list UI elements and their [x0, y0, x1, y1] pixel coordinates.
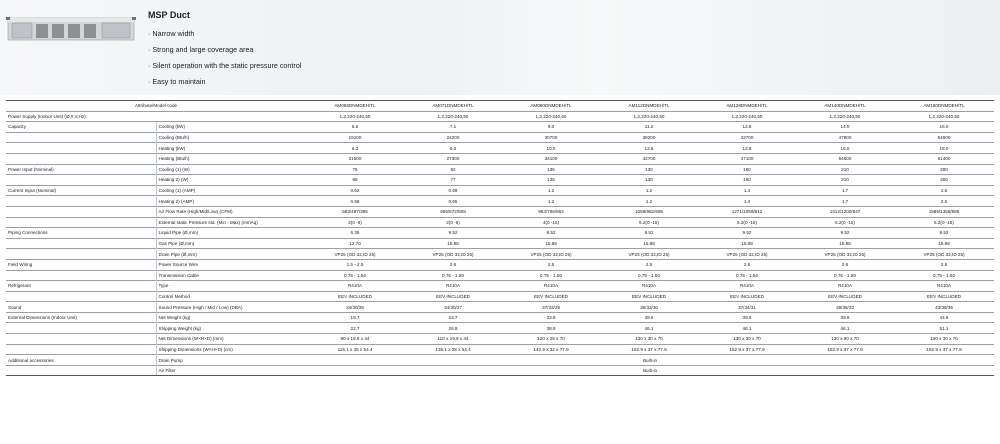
value-cell: 16.0 — [894, 122, 994, 133]
row-attribute: Drain Pipe (Ø,mm) — [156, 249, 306, 260]
value-cell: 82 — [404, 164, 502, 175]
feature-item: · Strong and large coverage area — [148, 45, 254, 54]
value-cell: 135 — [502, 164, 600, 175]
value-cell: 43700 — [698, 132, 796, 143]
row-category: Current Input (Nominal) — [6, 185, 156, 196]
value-cell: 14.0 — [796, 122, 894, 133]
row-category — [6, 249, 156, 260]
value-cell: 300 — [894, 164, 994, 175]
value-cell: EEV INCLUDED — [404, 291, 502, 302]
value-cell: EEV INCLUDED — [306, 291, 404, 302]
value-cell: Built-in — [306, 355, 994, 366]
value-cell: EEV INCLUDED — [796, 291, 894, 302]
value-cell: 300 — [894, 175, 994, 186]
value-cell: 1.2 — [600, 196, 698, 207]
row-category — [6, 323, 156, 334]
table-row — [6, 217, 994, 228]
value-cell: 1,2,220-240,50 — [796, 111, 894, 122]
duct-unit-image — [6, 14, 136, 44]
value-cell: 2.5 — [600, 259, 698, 270]
value-cell: 1.4 — [698, 196, 796, 207]
table-row — [6, 270, 994, 281]
value-cell: 15.88 — [502, 238, 600, 249]
value-cell: 1.7 — [796, 185, 894, 196]
spec-table — [6, 100, 994, 376]
value-cell: 39.6 — [698, 312, 796, 323]
value-cell: 0.75 - 1.50 — [894, 270, 994, 281]
row-category — [6, 344, 156, 355]
table-row — [6, 238, 994, 249]
value-cell: R410A — [698, 281, 796, 292]
value-cell: 12.70 — [306, 238, 404, 249]
value-cell: 135.1 x 28 x 54.4 — [404, 344, 502, 355]
value-cell: 115.1 x 28 x 54.4 — [306, 344, 404, 355]
value-cell: EEV INCLUDED — [698, 291, 796, 302]
row-category: Additional accessories — [6, 355, 156, 366]
value-cell: R410A — [796, 281, 894, 292]
row-category: Sound — [6, 302, 156, 313]
row-category — [6, 196, 156, 207]
value-cell: 9.52 — [600, 228, 698, 239]
value-cell: 1412/1200/847 — [796, 206, 894, 217]
value-cell: 0.75 - 1.50 — [698, 270, 796, 281]
value-cell: 51.1 — [894, 323, 994, 334]
value-cell: 37/33/29 — [502, 302, 600, 313]
row-category: External Dimensions (Indoor Unit) — [6, 312, 156, 323]
value-cell: VP25 (OD 32,ID 25) — [796, 249, 894, 260]
value-cell: 152.9 x 37 x 77.9 — [600, 344, 698, 355]
value-cell: 15.88 — [404, 238, 502, 249]
spec-body — [6, 111, 994, 376]
row-attribute: Net Dimensions (W×H×D) (mm) — [156, 334, 306, 345]
value-cell: 9.52 — [796, 228, 894, 239]
row-attribute: Heating 2) (W) — [156, 175, 306, 186]
table-row — [6, 355, 994, 366]
value-cell: 1,2,220-240,50 — [404, 111, 502, 122]
value-cell: 24200 — [404, 132, 502, 143]
row-attribute: Gas Pipe (Ø,mm) — [156, 238, 306, 249]
value-cell: 152.9 x 37 x 77.9 — [698, 344, 796, 355]
row-category — [6, 175, 156, 186]
value-cell: 5.6 — [306, 122, 404, 133]
value-cell: 34100 — [502, 153, 600, 164]
row-attribute: Sound Pressure (High / Mid / Low) (DBA) — [156, 302, 306, 313]
value-cell: 23.7 — [404, 312, 502, 323]
value-cell: R410A — [502, 281, 600, 292]
value-cell: 9.52 — [698, 228, 796, 239]
value-cell: 120 x 25 x 70 — [502, 334, 600, 345]
value-cell: 5.2(0 -15) — [796, 217, 894, 228]
value-cell: 77 — [404, 175, 502, 186]
value-cell: 1.2 — [502, 185, 600, 196]
table-row — [6, 185, 994, 196]
row-attribute: Shipping Weight (kg) — [156, 323, 306, 334]
table-row — [6, 153, 994, 164]
value-cell: VP25 (OD 32,ID 25) — [600, 249, 698, 260]
table-row — [6, 302, 994, 313]
value-cell: VP25 (OD 32,ID 25) — [502, 249, 600, 260]
row-attribute: Power Source Wire — [156, 259, 306, 270]
value-cell: 90 x 19.9 x 44 — [306, 334, 404, 345]
value-cell: 46.1 — [796, 323, 894, 334]
value-cell: 43/39/35 — [894, 302, 994, 313]
table-row — [6, 323, 994, 334]
row-attribute: Cooling (1) (AMP) — [156, 185, 306, 196]
table-row — [6, 143, 994, 154]
model-header: AM160DNMDEH/TL — [894, 101, 994, 112]
value-cell: 2(0 -6) — [404, 217, 502, 228]
table-row — [6, 122, 994, 133]
value-cell: 15.88 — [698, 238, 796, 249]
value-cell: 34/30/27 — [404, 302, 502, 313]
table-row — [6, 365, 994, 376]
value-cell: 34/30/26 — [306, 302, 404, 313]
attribute-header: Attribute/Model code — [6, 101, 306, 112]
value-cell: 30700 — [502, 132, 600, 143]
row-category: Refrigerant — [6, 281, 156, 292]
value-cell: 1.2 — [502, 196, 600, 207]
value-cell: 15.88 — [600, 238, 698, 249]
value-cell: 9.52 — [404, 228, 502, 239]
value-cell: 46.1 — [698, 323, 796, 334]
value-cell: 0.65 — [404, 196, 502, 207]
table-row — [6, 206, 994, 217]
row-attribute: Transmission Cable — [156, 270, 306, 281]
value-cell: 0.75 - 1.50 — [796, 270, 894, 281]
value-cell: 38.9 — [502, 323, 600, 334]
model-header: AM140DNMDEH/TL — [796, 101, 894, 112]
value-cell: 953/786/664 — [502, 206, 600, 217]
value-cell: 27300 — [404, 153, 502, 164]
row-attribute: Net Weight (kg) — [156, 312, 306, 323]
value-cell: 19.7 — [306, 312, 404, 323]
value-cell: 2.5 — [404, 259, 502, 270]
row-category: Power Supply (Indoor Unit) (Ø,#,V,Hz) — [6, 111, 306, 122]
model-header: AM071DNMDEH/TL — [404, 101, 502, 112]
value-cell: 2(0 -6) — [306, 217, 404, 228]
row-category: Piping Connections — [6, 228, 156, 239]
value-cell: 130 — [600, 164, 698, 175]
row-attribute: Heating (kW) — [156, 143, 306, 154]
value-cell: R410A — [894, 281, 994, 292]
value-cell: 130 — [600, 175, 698, 186]
value-cell: EEV INCLUDED — [894, 291, 994, 302]
value-cell: 1059/882/695 — [600, 206, 698, 217]
row-category: Capacity — [6, 122, 156, 133]
value-cell: 15.88 — [796, 238, 894, 249]
value-cell: 39.5 — [600, 312, 698, 323]
row-attribute: Cooling (Btu/h) — [156, 132, 306, 143]
value-cell: 210 — [796, 164, 894, 175]
value-cell: 583/487/395 — [306, 206, 404, 217]
value-cell: 6.3 — [306, 143, 404, 154]
row-attribute: Drain Pump — [156, 355, 306, 366]
value-cell: R410A — [600, 281, 698, 292]
row-attribute: Air Flow Rate (High/Mid/Low) (CFM) — [156, 206, 306, 217]
value-cell: 142.9 x 32 x 77.9 — [502, 344, 600, 355]
table-row — [6, 334, 994, 345]
value-cell: 2.5 — [894, 185, 994, 196]
value-cell: 44.6 — [894, 312, 994, 323]
value-cell: 1.4 — [698, 185, 796, 196]
table-row — [6, 228, 994, 239]
value-cell: 160 — [698, 164, 796, 175]
value-cell: 61400 — [894, 153, 994, 164]
value-cell: 46.1 — [600, 323, 698, 334]
value-cell: 0.69 — [404, 185, 502, 196]
value-cell: 36/33/30 — [600, 302, 698, 313]
value-cell: R410A — [306, 281, 404, 292]
value-cell: 68 — [306, 175, 404, 186]
table-row — [6, 196, 994, 207]
value-cell: R410A — [404, 281, 502, 292]
table-row — [6, 259, 994, 270]
value-cell: 47800 — [796, 132, 894, 143]
value-cell: 18.0 — [894, 143, 994, 154]
value-cell: 15.88 — [894, 238, 994, 249]
value-cell: 6.35 — [306, 228, 404, 239]
value-cell: 210 — [796, 175, 894, 186]
value-cell: 7.1 — [404, 122, 502, 133]
row-attribute: Shipping Dimensions (W×H×D) (cm) — [156, 344, 306, 355]
value-cell: 5.2(0 -15) — [600, 217, 698, 228]
value-cell: 152.9 x 37 x 77.9 — [796, 344, 894, 355]
feature-item: · Easy to maintain — [148, 77, 206, 86]
row-category — [6, 238, 156, 249]
row-attribute: Cooling (1) (W) — [156, 164, 306, 175]
value-cell: VP25 (OD 32,ID 25) — [306, 249, 404, 260]
value-cell: 8.0 — [404, 143, 502, 154]
value-cell: 10.0 — [502, 143, 600, 154]
value-cell: 22.7 — [306, 323, 404, 334]
value-cell: 0.75 - 1.50 — [600, 270, 698, 281]
table-row — [6, 291, 994, 302]
value-cell: 1271/1059/812 — [698, 206, 796, 217]
value-cell: 0.75 - 1.50 — [502, 270, 600, 281]
value-cell: 130 x 30 x 70 — [796, 334, 894, 345]
value-cell: 5.2(0 -15) — [698, 217, 796, 228]
row-attribute: External static Pressure std. (Min - Max) (mmAq) — [156, 217, 306, 228]
value-cell: 37/34/31 — [698, 302, 796, 313]
value-cell: 1,2,220-240,50 — [502, 111, 600, 122]
value-cell: 1,2,220-240,50 — [894, 111, 994, 122]
value-cell: 9.52 — [502, 228, 600, 239]
value-cell: 42700 — [600, 153, 698, 164]
row-attribute: Liquid Pipe (Ø,mm) — [156, 228, 306, 239]
value-cell: 2.5 — [894, 196, 994, 207]
value-cell: 13.8 — [698, 143, 796, 154]
value-cell: EEV INCLUDED — [502, 291, 600, 302]
value-cell: 1589/1356/885 — [894, 206, 994, 217]
table-row — [6, 249, 994, 260]
row-category — [6, 132, 156, 143]
table-row — [6, 175, 994, 186]
row-attribute: Type — [156, 281, 306, 292]
value-cell: VP25 (OD 32,ID 25) — [698, 249, 796, 260]
row-attribute: Heating 2) (AMP) — [156, 196, 306, 207]
row-category — [6, 334, 156, 345]
feature-item: · Narrow width — [148, 29, 195, 38]
row-category — [6, 365, 156, 376]
value-cell: 9.0 — [502, 122, 600, 133]
table-row — [6, 344, 994, 355]
value-cell: 160 — [698, 175, 796, 186]
row-category: Power Input (Nominal) — [6, 164, 156, 175]
value-cell: 4(0 -15) — [502, 217, 600, 228]
row-category — [6, 206, 156, 217]
row-attribute: Cooling (kW) — [156, 122, 306, 133]
value-cell: 21500 — [306, 153, 404, 164]
table-row — [6, 132, 994, 143]
value-cell: 39/36/33 — [796, 302, 894, 313]
value-cell: 11.2 — [600, 122, 698, 133]
product-title: MSP Duct — [148, 10, 190, 20]
table-header-row — [6, 101, 994, 112]
value-cell: 54600 — [796, 153, 894, 164]
row-category — [6, 217, 156, 228]
model-header: AM090DNMDEH/TL — [502, 101, 600, 112]
table-row — [6, 312, 994, 323]
value-cell: 0.75 - 1.50 — [404, 270, 502, 281]
value-cell: 39.6 — [796, 312, 894, 323]
value-cell: 130 x 30 x 70 — [894, 334, 994, 345]
value-cell: 33.8 — [502, 312, 600, 323]
value-cell: 130 x 30 x 70 — [698, 334, 796, 345]
model-header: AM128DNMDEH/TL — [698, 101, 796, 112]
table-row — [6, 111, 994, 122]
value-cell: 655/572/508 — [404, 206, 502, 217]
row-category — [6, 291, 156, 302]
value-cell: VP25 (OD 32,ID 25) — [404, 249, 502, 260]
row-category: Field Wiring — [6, 259, 156, 270]
value-cell: 1,2,220-240,50 — [600, 111, 698, 122]
value-cell: 19100 — [306, 132, 404, 143]
product-header — [148, 10, 301, 90]
row-category — [6, 270, 156, 281]
value-cell: 135 — [502, 175, 600, 186]
value-cell: 2.5 — [698, 259, 796, 270]
value-cell: 54600 — [894, 132, 994, 143]
row-attribute: Air Filter — [156, 365, 306, 376]
value-cell: Built-in — [306, 365, 994, 376]
value-cell: 2.5 — [894, 259, 994, 270]
value-cell: 0.62 — [306, 185, 404, 196]
value-cell: 12.5 — [600, 143, 698, 154]
value-cell: VP25 (OD 32,ID 25) — [894, 249, 994, 260]
value-cell: 47100 — [698, 153, 796, 164]
value-cell: 75 — [306, 164, 404, 175]
model-header: AM056DNMDEH/TL — [306, 101, 404, 112]
value-cell: 130 x 30 x 70 — [600, 334, 698, 345]
row-category — [6, 153, 156, 164]
value-cell: 0.58 — [306, 196, 404, 207]
row-category — [6, 143, 156, 154]
value-cell: 12.8 — [698, 122, 796, 133]
value-cell: 9.52 — [894, 228, 994, 239]
value-cell: 0.75 - 1.50 — [306, 270, 404, 281]
feature-item: · Silent operation with the static pressure control — [148, 61, 302, 70]
table-row — [6, 164, 994, 175]
value-cell: 1,2,220-240,50 — [698, 111, 796, 122]
row-attribute: Control Method — [156, 291, 306, 302]
row-attribute: Heating (Btu/h) — [156, 153, 306, 164]
value-cell: 1,2,220-240,50 — [306, 111, 404, 122]
value-cell: EEV INCLUDED — [600, 291, 698, 302]
value-cell: 2.5 — [796, 259, 894, 270]
value-cell: 1.7 — [796, 196, 894, 207]
table-row — [6, 281, 994, 292]
value-cell: 2.5 — [502, 259, 600, 270]
value-cell: 110 x 19.9 x 44 — [404, 334, 502, 345]
value-cell: 1.2 — [600, 185, 698, 196]
value-cell: 26.8 — [404, 323, 502, 334]
value-cell: 38200 — [600, 132, 698, 143]
value-cell: 152.9 x 37 x 77.9 — [894, 344, 994, 355]
model-header: AM112DNMDEH/TL — [600, 101, 698, 112]
value-cell: 16.0 — [796, 143, 894, 154]
value-cell: 1.5 - 2.5 — [306, 259, 404, 270]
value-cell: 5.2(0 -15) — [894, 217, 994, 228]
